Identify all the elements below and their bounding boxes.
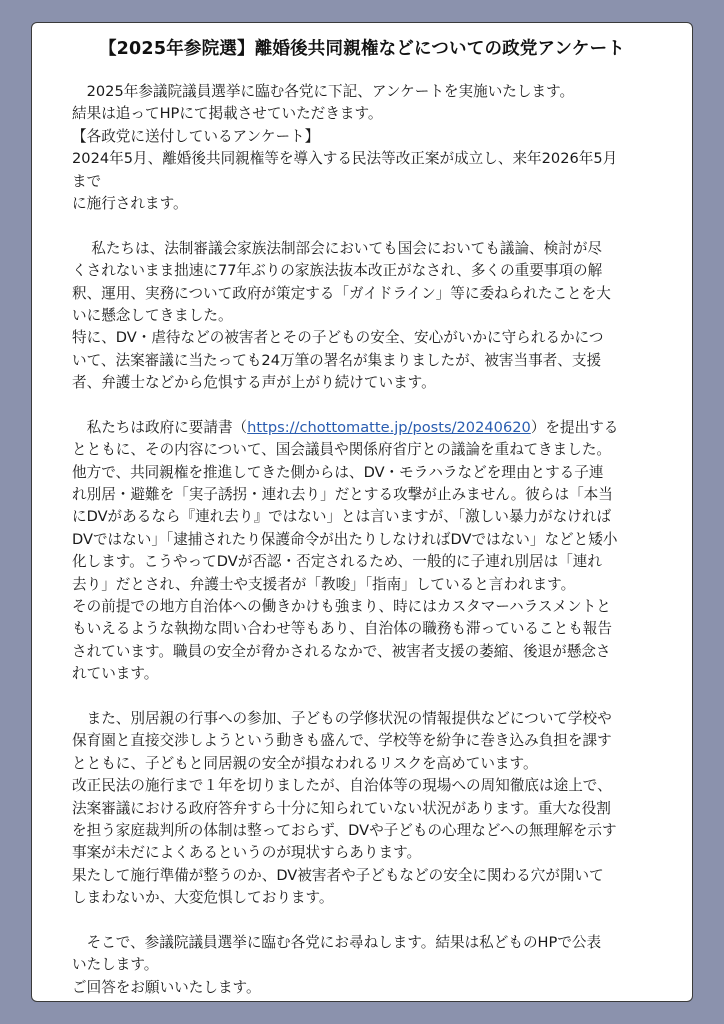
para2-line: 去り」だとされ、弁護士や支援者が「教唆」「指南」していると言われます。	[72, 575, 576, 593]
para2-line: れ別居・避難を「実子誘拐・連れ去り」だとする攻撃が止みません。彼らは「本当	[72, 486, 613, 504]
para4-line: いたします。	[72, 956, 159, 974]
para2-prefix: 私たちは政府に要請書（	[72, 418, 248, 436]
para2-line: れています。	[72, 665, 159, 683]
para3-line: また、別居親の行事への参加、子どもの学修状況の情報提供などについて学校や	[72, 709, 612, 727]
intro-heading: 【各政党に送付しているアンケート】	[72, 127, 320, 145]
para1-line: 特に、DV・虐待などの被害者とその子どもの安全、安心がいかに守られるかにつ	[72, 329, 604, 347]
para3-line: とともに、子どもと同居親の安全が損なわれるリスクを高めています。	[72, 754, 538, 772]
para2-line: その前提での地方自治体への働きかけも強まり、時にはカスタマーハラスメントと	[72, 597, 611, 615]
para1-line: くされないまま拙速に77年ぶりの家族法抜本改正がなされ、多くの重要事項の解	[72, 262, 603, 280]
page-title: 【2025年参院選】離婚後共同親権などについての政党アンケート	[98, 39, 625, 59]
para4-line: そこで、参議院議員選挙に臨む各党にお尋ねします。結果は私どものHPで公表	[72, 933, 602, 951]
intro-line: 結果は追ってHPにて掲載させていただきます。	[72, 105, 383, 123]
para2-line: 化します。こうやってDVが否認・否定されるため、一般的に子連れ別居は「連れ	[72, 553, 602, 571]
para2-line: にDVがあるなら『連れ去り』ではない」とは言いますが、「激しい暴力がなければ	[72, 508, 612, 526]
para2-line: されています。職員の安全が脅かされるなかで、被害者支援の萎縮、後退が懸念さ	[72, 642, 611, 660]
para2-first-line	[72, 417, 687, 439]
para3-line: を担う家庭裁判所の体制は整っておらず、DVや子どもの心理などへの無理解を示す	[72, 821, 617, 839]
para2-line: DVではない」「逮捕されたり保護命令が出たりしなければDVではない」などと矮小	[72, 530, 618, 548]
para1-line: いて、法案審議に当たっても24万筆の署名が集まりましたが、被害当事者、支援	[72, 351, 602, 369]
para2-line: とともに、その内容について、国会議員や関係府省庁との議論を重ねてきました。	[72, 441, 612, 459]
para2-line: 他方で、共同親権を推進してきた側からは、DV・モラハラなどを理由とする子連	[72, 463, 604, 481]
document-body	[72, 81, 687, 999]
para3-line: 保育園と直接交渉しようという動きも盛んで、学校等を紛争に巻き込み負担を課す	[72, 732, 612, 750]
intro-line: まで	[72, 172, 102, 190]
intro-line: 2024年5月、離婚後共同親権等を導入する民法等改正案が成立し、来年2026年5月	[72, 150, 618, 168]
petition-link[interactable]: https://chottomatte.jp/posts/20240620	[247, 418, 531, 436]
para1-line: 私たちは、法制審議会家族法制部会においても国会においても議論、検討が尽	[72, 239, 603, 257]
para3-line: 法案審議における政府答弁すら十分に知られていない状況があります。重大な役割	[72, 799, 611, 817]
intro-line: に施行されます。	[72, 194, 188, 212]
para1-line: 者、弁護士などから危惧する声が上がり続けています。	[72, 374, 436, 392]
para2-line: もいえるような執拗な問い合わせ等もあり、自治体の職務も滞っていることも報告	[72, 620, 612, 638]
para4-line: ご回答をお願いいたします。	[72, 978, 261, 996]
para3-line: しまわないか、大変危惧しております。	[72, 889, 334, 907]
para3-line: 事案が未だによくあるというのが現状すらあります。	[72, 844, 422, 862]
para1-line: いに懸念してきました。	[72, 306, 233, 324]
para1-line: 釈、運用、実務について政府が策定する「ガイドライン」等に委ねられたことを大	[72, 284, 611, 302]
para3-line: 果たして施行準備が整うのか、DV被害者や子どもなどの安全に関わる穴が開いて	[72, 866, 604, 884]
document-card	[31, 22, 693, 1002]
intro-line: 2025年参議院議員選挙に臨む各党に下記、アンケートを実施いたします。	[72, 83, 575, 100]
para2-suffix: ）を提出する	[530, 418, 619, 436]
para3-line: 改正民法の施行まで１年を切りましたが、自治体等の現場への周知徹底は途上で、	[72, 777, 612, 795]
